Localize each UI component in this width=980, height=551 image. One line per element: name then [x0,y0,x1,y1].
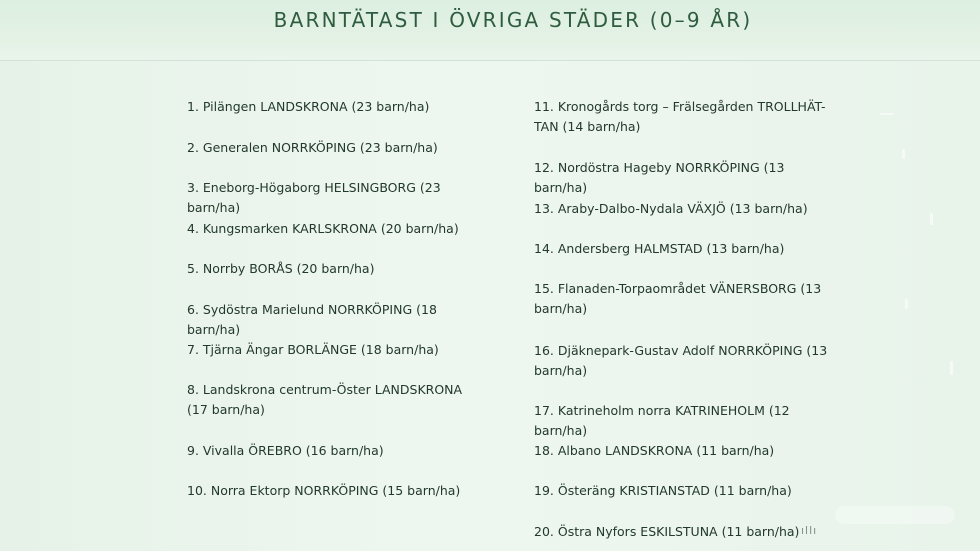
list-item-16: 16. Djäknepark-Gustav Adolf NORRKÖPING (13 barn/ha) [534,343,828,378]
list-item-17: 17. Katrineholm norra KATRINEHOLM (12 barn/ha) [534,403,790,438]
list-item-8: 8. Landskrona centrum-Öster LANDSKRONA (17 barn/ha) [187,382,463,417]
list-item-2: 2. Generalen NORRKÖPING (23 barn/ha) [187,140,438,155]
header-band [0,0,980,61]
list-item-3: 3. Eneborg-Högaborg HELSINGBORG (23 barn/ha) [187,180,441,215]
illustration-mark: ıllı [801,524,818,537]
list-item-1: 1. Pilängen LANDSKRONA (23 barn/ha) [187,99,430,114]
list-item-9: 9. Vivalla ÖREBRO (16 barn/ha) [187,443,384,458]
list-item-10: 10. Norra Ektorp NORRKÖPING (15 barn/ha) [187,483,461,498]
list-item-19: 19. Österäng KRISTIANSTAD (11 barn/ha) [534,483,792,498]
list-item-14: 14. Andersberg HALMSTAD (13 barn/ha) [534,241,785,256]
list-item-20: 20. Östra Nyfors ESKILSTUNA (11 barn/ha) [534,524,800,539]
list-item-11: 11. Kronogårds torg – Frälsegården TROLLHÄT-TAN (14 barn/ha) [534,99,826,134]
list-item-6: 6. Sydöstra Marielund NORRKÖPING (18 barn/ha) [187,302,437,337]
texture-mark [835,506,955,524]
list-item-4: 4. Kungsmarken KARLSKRONA (20 barn/ha) [187,221,459,236]
texture-mark [930,213,933,225]
list-item-13: 13. Araby-Dalbo-Nydala VÄXJÖ (13 barn/ha) [534,201,808,216]
list-item-15: 15. Flanaden-Torpaområdet VÄNERSBORG (13 barn/ha) [534,281,822,316]
texture-mark [902,149,905,159]
page-title: BARNTÄTAST I ÖVRIGA STÄDER (0–9 ÅR) [273,8,753,32]
list-item-12: 12. Nordöstra Hageby NORRKÖPING (13 barn/ha) [534,160,785,195]
list-item-7: 7. Tjärna Ängar BORLÄNGE (18 barn/ha) [187,342,439,357]
list-item-5: 5. Norrby BORÅS (20 barn/ha) [187,261,375,276]
list-item-18: 18. Albano LANDSKRONA (11 barn/ha) [534,443,775,458]
texture-mark [905,299,908,309]
texture-mark [880,113,894,115]
texture-mark [950,361,953,375]
